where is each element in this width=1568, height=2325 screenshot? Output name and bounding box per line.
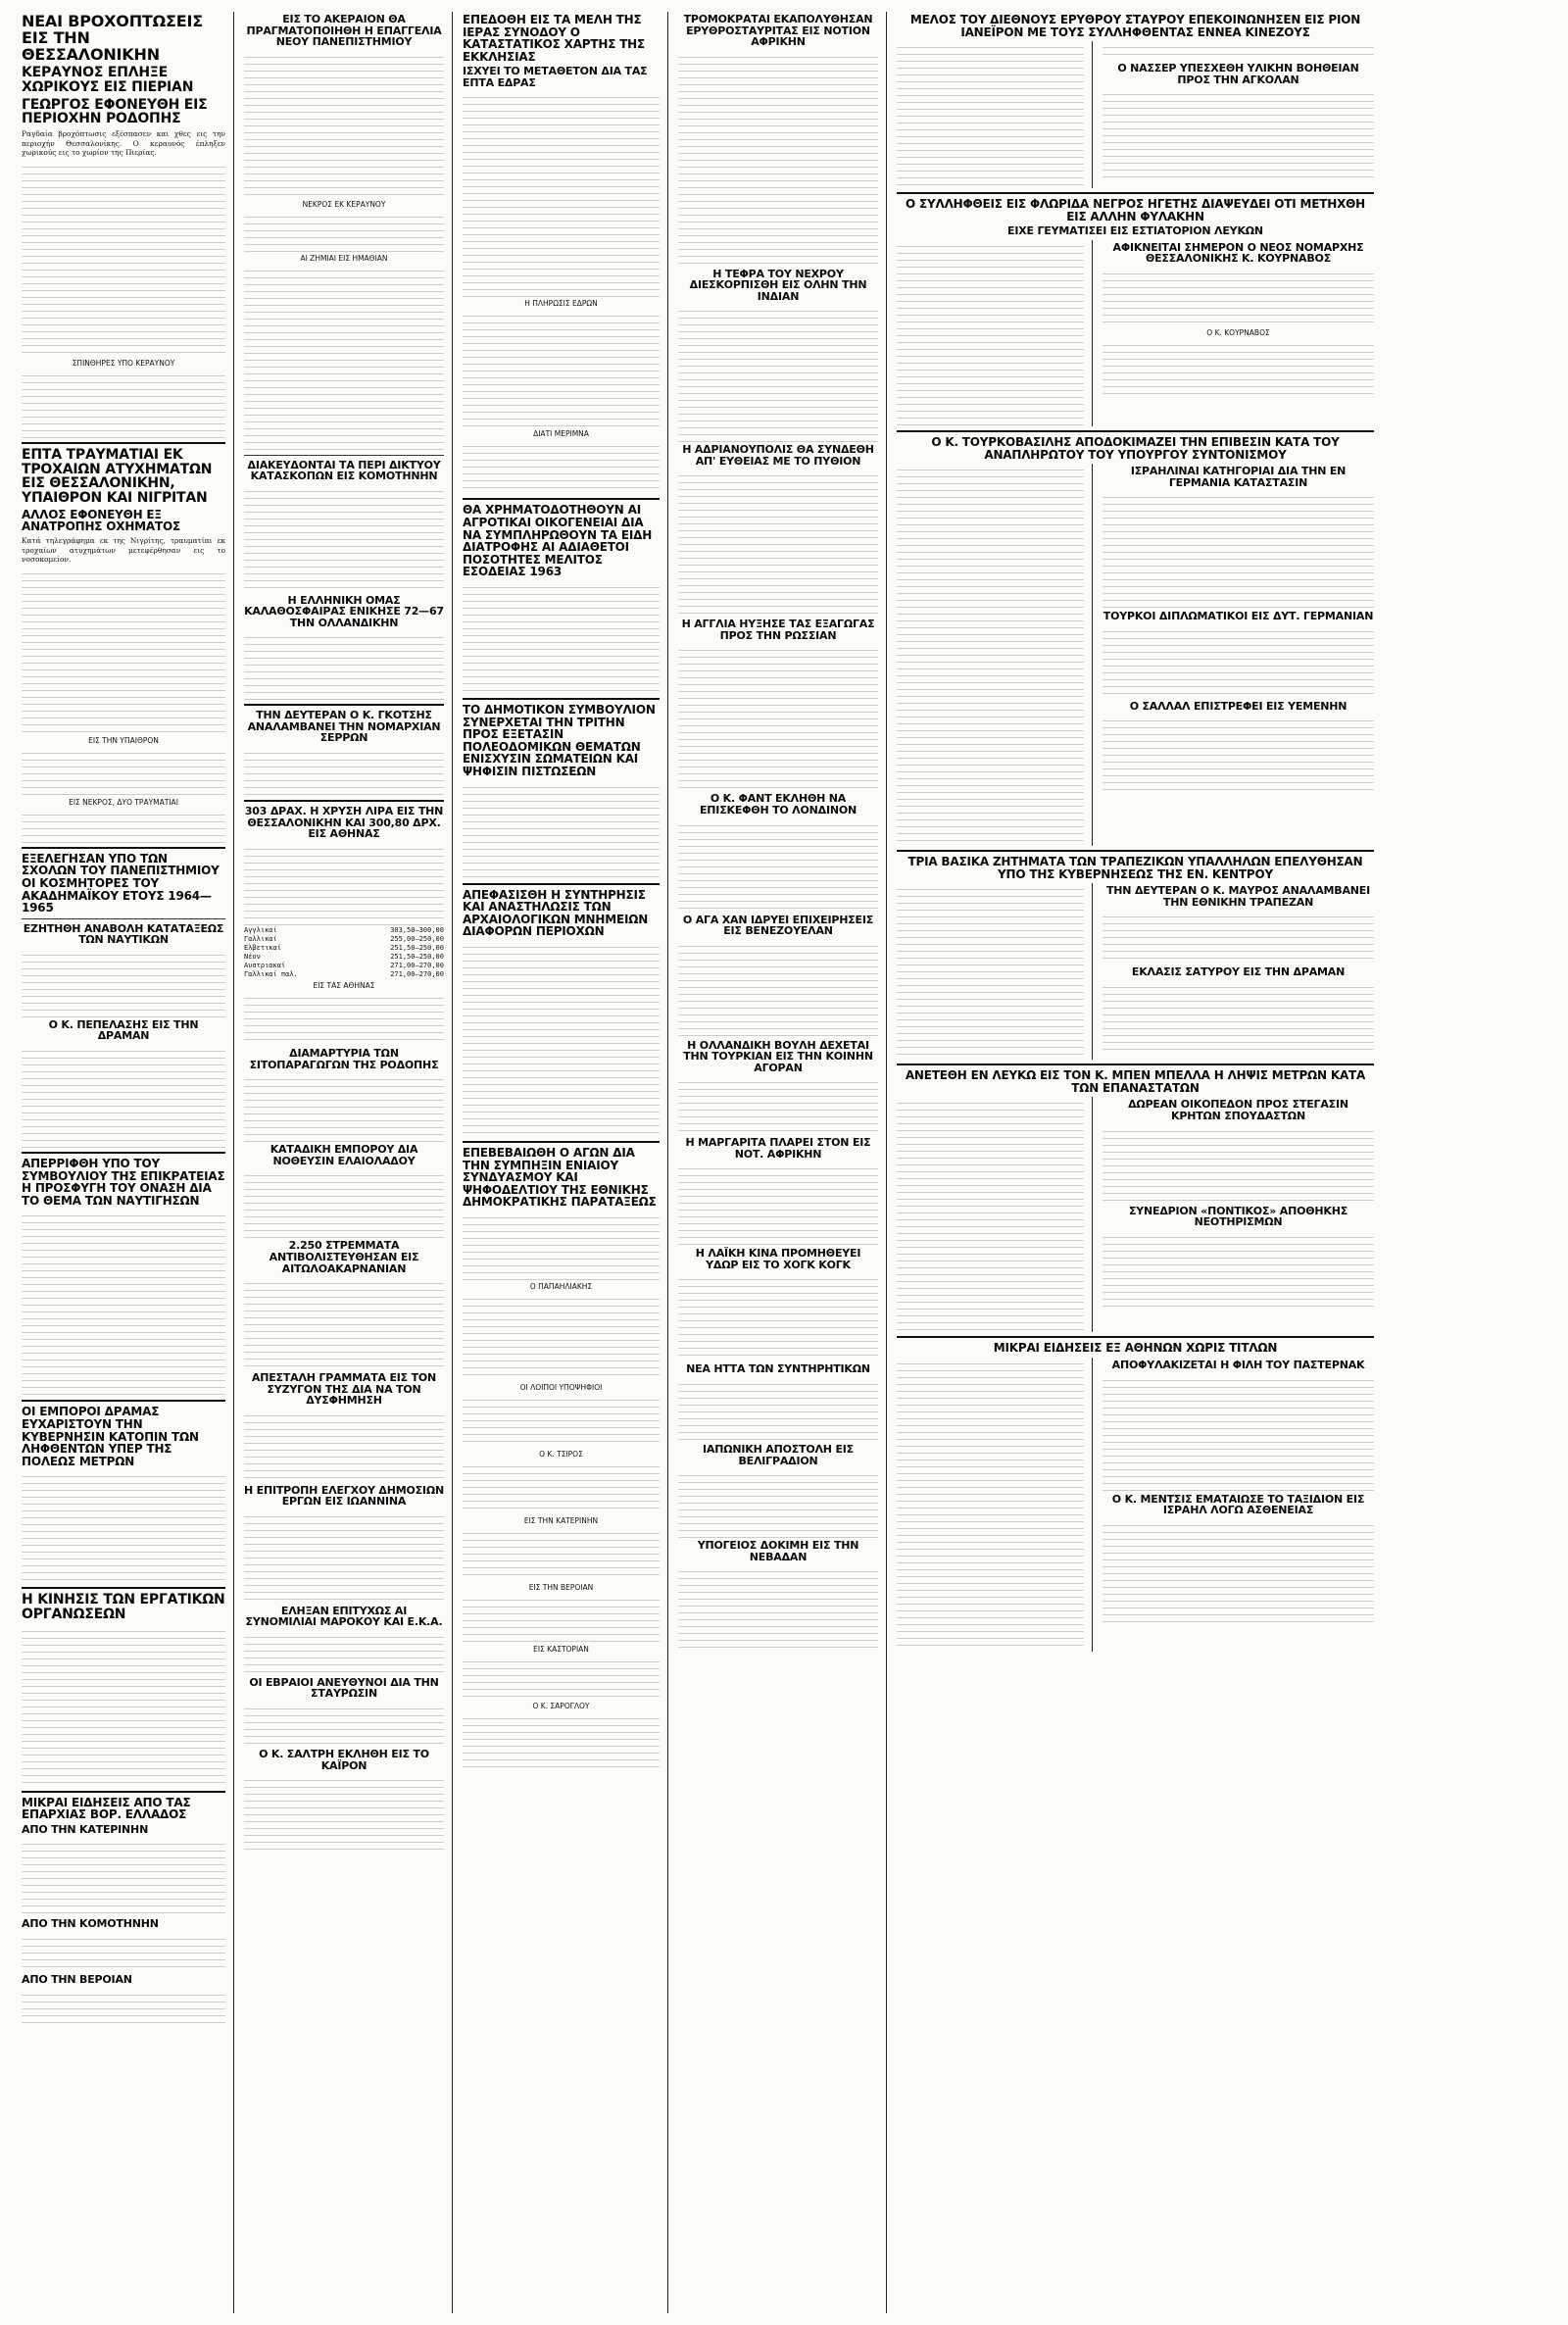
article-body: [678, 1469, 878, 1538]
headline-china-water-hongkong: Η ΛΑΪΚΗ ΚΙΝΑ ΠΡΟΜΗΘΕΥΕΙ ΥΔΩΡ ΕΙΣ ΤΟ ΧΟΓΚ ΚΟΓΚ: [695, 1247, 861, 1271]
headline-farmer-killed-rodopi: ΓΕΩΡΓΟΣ ΕΦΟΝΕΥΘΗ ΕΙΣ ΠΕΡΙΟΧΗΝ ΡΟΔΟΠΗΣ: [22, 96, 208, 127]
headline-dutch-parliament-turkey: Η ΟΛΛΑΝΔΙΚΗ ΒΟΥΛΗ ΔΕΧΕΤΑΙ ΤΗΝ ΤΟΥΡΚΙΑΝ ΕΙΣ ΤΗΝ ΚΟΙΝΗΝ ΑΓΟΡΑΝ: [683, 1038, 873, 1074]
article-body: [463, 1594, 660, 1643]
subhead: ΕΙΣ ΝΕΚΡΟΣ, ΔΥΟ ΤΡΑΥΜΑΤΙΑΙ: [69, 797, 178, 807]
headline-new-university: ΕΙΣ ΤΟ ΑΚΕΡΑΙΟΝ ΘΑ ΠΡΑΓΜΑΤΟΠΟΙΗΘΗ Η ΕΠΑΓΓΕΛΙΑ ΝΕΟΥ ΠΑΝΕΠΙΣΤΗΜΙΟΥ: [246, 13, 442, 49]
divider: [22, 847, 225, 849]
article-body: [678, 1162, 878, 1246]
article-body: [678, 305, 878, 442]
subhead: Ο Κ. ΣΑΡΟΓΛΟΥ: [532, 1701, 590, 1710]
article-body: [244, 1703, 444, 1747]
article-body: [22, 949, 225, 1017]
headline-aga-khan-venezuela: Ο ΑΓΑ ΧΑΝ ΙΔΡΥΕΙ ΕΠΙΧΕΙΡΗΣΕΙΣ ΕΙΣ ΒΕΝΕΖΟΥΕΛΑΝ: [682, 913, 874, 938]
headline-white-restaurant: ΕΙΧΕ ΓΕΥΜΑΤΙΣΕΙ ΕΙΣ ΕΣΤΙΑΤΟΡΙΟΝ ΛΕΥΚΩΝ: [1007, 224, 1263, 238]
headline-sailors-deferral: ΕΖΗΤΗΘΗ ΑΝΑΒΟΛΗ ΚΑΤΑΤΑΞΕΩΣ ΤΩΝ ΝΑΥΤΙΚΩΝ: [23, 921, 224, 947]
headline-jews-crucifixion: ΟΙ ΕΒΡΑΙΟΙ ΑΝΕΥΘΥΝΟΙ ΔΙΑ ΤΗΝ ΣΤΑΥΡΩΣΙΝ: [249, 1675, 439, 1701]
article-body: [22, 1210, 225, 1396]
divider: [22, 442, 225, 444]
article-body: [1102, 88, 1374, 181]
rate-row: Ελβετικαί 251,50—250,00: [244, 943, 444, 952]
article-body: [897, 883, 1084, 1060]
sub-columns: [897, 1358, 1374, 1652]
headline-adrianople-pythion: Η ΑΔΡΙΑΝΟΥΠΟΛΙΣ ΘΑ ΣΥΝΔΕΘΗ ΑΠ' ΕΥΘΕΙΑΣ ΜΕ ΤΟ ΠΥΘΙΟΝ: [682, 443, 874, 468]
article-body: [1102, 715, 1374, 793]
sub-columns: [897, 240, 1374, 426]
column-6: [1102, 41, 1374, 188]
divider: [463, 498, 660, 500]
subhead: Ο ΠΑΠΑΗΛΙΑΚΗΣ: [529, 1281, 593, 1291]
subhead-veroia: ΑΠΟ ΤΗΝ ΒΕΡΟΙΑΝ: [22, 1972, 132, 1986]
column-6: [1102, 883, 1374, 1060]
article-body: [244, 485, 444, 593]
article-body: [897, 1358, 1084, 1652]
subhead: ΕΙΣ ΚΑΣΤΟΡΙΑΝ: [533, 1644, 589, 1654]
article-body: [22, 809, 225, 843]
headline-mavros-national-bank: ΤΗΝ ΔΕΥΤΕΡΑΝ Ο Κ. ΜΑΥΡΟΣ ΑΝΑΛΑΜΒΑΝΕΙ ΤΗΝ ΕΘΝΙΚΗΝ ΤΡΑΠΕΖΑΝ: [1106, 884, 1370, 909]
headline-nasser-angola: Ο ΝΑΣΣΕΡ ΥΠΕΣΧΕΘΗ ΥΛΙΚΗΝ ΒΟΗΘΕΙΑΝ ΠΡΟΣ ΤΗΝ ΑΓΚΟΛΑΝ: [1117, 62, 1359, 86]
headline-margarita-south-africa: Η ΜΑΡΓΑΡΙΤΑ ΠΛΑΡΕΙ ΣΤΟΝ ΕΙΣ ΝΟΤ. ΑΦΡΙΚΗΝ: [685, 1136, 871, 1161]
column-3: [463, 12, 668, 2313]
article-body: [244, 1410, 444, 1483]
headline-university-deans: ΕΞΕΛΕΓΗΣΑΝ ΥΠΟ ΤΩΝ ΣΧΟΛΩΝ ΤΟΥ ΠΑΝΕΠΙΣΤΗΜΙΟΥ ΟΙ ΚΟΣΜΗΤΟΡΕΣ ΤΟΥ ΑΚΑΔΗΜΑΪΚΟΥ ΕΤΟΥΣ 1964—1965: [22, 851, 220, 915]
divider: [463, 698, 660, 700]
headline-northern-greece-news: ΜΙΚΡΑΙ ΕΙΔΗΣΕΙΣ ΑΠΟ ΤΑΣ ΕΠΑΡΧΙΑΣ ΒΟΡ. ΕΛΛΑΔΟΣ: [22, 1795, 191, 1822]
subhead: Η ΠΛΗΡΩΣΙΣ ΕΔΡΩΝ: [524, 299, 598, 309]
headline-england-exports-russia: Η ΑΓΓΛΙΑ ΗΥΞΗΣΕ ΤΑΣ ΕΞΑΓΩΓΑΣ ΠΡΟΣ ΤΗΝ ΡΩΣΣΙΑΝ: [681, 618, 875, 642]
headline-basketball: Η ΕΛΛΗΝΙΚΗ ΟΜΑΣ ΚΑΛΑΘΟΣΦΑΙΡΑΣ ΕΝΙΚΗΣΕ 72—67 ΤΗΝ ΟΛΛΑΝΔΙΚΗΝ: [244, 593, 444, 629]
headline-acres-aitoloakarnania: 2.250 ΣΤΡΕΜΜΑΤΑ ΑΝΤΙΒΟΛΙΣΤΕΥΘΗΣΑΝ ΕΙΣ ΑΙΤΩΛΟΑΚΑΡΝΑΝΙΑΝ: [269, 1239, 419, 1275]
article-body: [244, 265, 444, 451]
headline-japanese-mission-belgrade: ΙΑΠΩΝΙΚΗ ΑΠΟΣΤΟΛΗ ΕΙΣ ΒΕΛΙΓΡΑΔΙΟΝ: [703, 1443, 854, 1467]
headline-nevada-test: ΥΠΟΓΕΙΟΣ ΔΟΚΙΜΗ ΕΙΣ ΤΗΝ ΝΕΒΑΔΑΝ: [697, 1539, 859, 1563]
article-body: [244, 1073, 444, 1142]
article-body: [897, 41, 1084, 188]
article-body: [678, 644, 878, 791]
article-body: [22, 747, 225, 796]
divider: [244, 800, 444, 802]
article-body: [463, 1212, 660, 1280]
headline-letters-spouse: ΑΠΕΣΤΑΛΗ ΓΡΑΜΜΑΤΑ ΕΙΣ ΤΟΝ ΣΥΖΥΓΟΝ ΤΗΣ ΔΙΑ ΝΑ ΤΟΝ ΔΥΣΦΗΜΗΣΗ: [251, 1371, 437, 1408]
headline-pasternak-friend: ΑΠΟΦΥΛΑΚΙΖΕΤΑΙ Η ΦΙΛΗ ΤΟΥ ΠΑΣΤΕΡΝΑΚ: [1111, 1359, 1365, 1372]
headline-public-works-ioannina: Η ΕΠΙΤΡΟΠΗ ΕΛΕΓΧΟΥ ΔΗΜΟΣΙΩΝ ΕΡΓΩΝ ΕΙΣ ΙΩΑΝΝΙΝΑ: [244, 1483, 444, 1509]
column-6: [1102, 240, 1374, 426]
divider: [463, 883, 660, 885]
divider: [22, 1400, 225, 1402]
sub-columns: [897, 464, 1374, 846]
headline-bank-employees: ΤΡΙΑ ΒΑΣΙΚΑ ΖΗΤΗΜΑΤΑ ΤΩΝ ΤΡΑΠΕΖΙΚΩΝ ΥΠΑΛΛΗΛΩΝ ΕΠΕΛΥΘΗΣΑΝ ΥΠΟ ΤΗΣ ΚΥΒΕΡΝΗΣΕΩΣ ΤΗΣ ΕΝ. ΚΕΝΤΡΟΥ: [907, 855, 1363, 881]
article-body: [244, 992, 444, 1046]
article-body: [678, 1273, 878, 1361]
article-body: [244, 1169, 444, 1238]
headline-rain-thessaloniki: ΝΕΑΙ ΒΡΟΧΟΠΤΩΣΕΙΣ ΕΙΣ ΤΗΝ ΘΕΣΣΑΛΟΝΙΚΗΝ: [22, 12, 203, 64]
article-body: [22, 1838, 225, 1916]
column-5: [897, 883, 1093, 1060]
sub-columns: [897, 41, 1374, 188]
sub-columns: [897, 1097, 1374, 1332]
article-body: [678, 1565, 878, 1654]
headline-fant-london: Ο Κ. ΦΑΝΤ ΕΚΛΗΘΗ ΝΑ ΕΠΙΣΚΕΦΘΗ ΤΟ ΛΟΝΔΙΝΟΝ: [699, 792, 858, 817]
headline-lightning-pieria: ΚΕΡΑΥΝΟΣ ΕΠΛΗΞΕ ΧΩΡΙΚΟΥΣ ΕΙΣ ΠΙΕΡΙΑΝ: [22, 65, 194, 96]
rate-row: Γαλλικαί παλ. 271,00—270,00: [244, 970, 444, 979]
article-body: [463, 1394, 660, 1448]
article-body: [897, 464, 1084, 846]
headline-spy-network: ΔΙΑΚΕΥΔΟΝΤΑΙ ΤΑ ΠΕΡΙ ΔΙΚΤΥΟΥ ΚΑΤΑΣΚΟΠΩΝ ΕΙΣ ΚΟΜΟΤΗΝΗΝ: [247, 458, 441, 483]
article-text: Κατά τηλεγράφημα εκ της Νιγρίτης, τραυματίαι εκ τροχαίων ατυχημάτων μετεφέρθησαν εις το νοσοκομείον.: [22, 535, 225, 565]
article-body: [22, 1625, 225, 1787]
article-body: [1102, 1125, 1374, 1204]
subhead: ΣΠΙΝΘΗΡΕΣ ΥΠΟ ΚΕΡΑΥΝΟΥ: [72, 359, 175, 369]
article-body: [463, 581, 660, 694]
headline-pepelasis-drama: Ο Κ. ΠΕΠΕΛΑΣΗΣ ΕΙΣ ΤΗΝ ΔΡΑΜΑΝ: [48, 1017, 199, 1043]
article-body: [678, 470, 878, 617]
divider: [22, 1152, 225, 1154]
subhead: ΔΙΑΤΙ ΜΕΡΙΜΝΑ: [533, 429, 589, 439]
divider: [22, 1587, 225, 1589]
article-body: [1102, 1231, 1374, 1310]
headline-labor-organizations: Η ΚΙΝΗΣΙΣ ΤΩΝ ΕΡΓΑΤΙΚΩΝ ΟΡΓΑΝΩΣΕΩΝ: [22, 1592, 225, 1623]
article-body: [463, 1527, 660, 1581]
article-body: [244, 631, 444, 700]
article-body: [678, 1076, 878, 1135]
column-4: [678, 12, 887, 2313]
headline-morocco-talks: ΕΛΗΞΑΝ ΕΠΙΤΥΧΩΣ ΑΙ ΣΥΝΟΜΙΛΙΑΙ ΜΑΡΟΚΟΥ ΚΑΙ Ε.Κ.Α.: [245, 1604, 443, 1629]
article-body: [244, 1774, 444, 1853]
divider: [897, 1064, 1374, 1065]
article-body: [244, 1631, 444, 1675]
headline-municipal-council: ΤΟ ΔΗΜΟΤΙΚΟΝ ΣΥΜΒΟΥΛΙΟΝ ΣΥΝΕΡΧΕΤΑΙ ΤΗΝ ΤΡΙΤΗΝ ΠΡΟΣ ΕΞΕΤΑΣΙΝ ΠΟΛΕΟΔΟΜΙΚΩΝ ΘΕΜΑΤΩΝ ΕΝΙΣΧΥΣΙΝ ΣΩΜΑΤΕΙΩΝ ΚΑΙ ΨΗΦΙΣΙΝ ΠΙΣΤΩΣΕΩΝ: [463, 703, 656, 778]
article-body: [22, 1989, 225, 2028]
article-body: [244, 1510, 444, 1604]
column-6: [1102, 464, 1374, 846]
article-body: [1102, 491, 1374, 609]
headline-saltri-cairo: Ο Κ. ΣΑΛΤΡΗ ΕΚΛΗΘΗ ΕΙΣ ΤΟ ΚΑΪΡΟΝ: [259, 1747, 429, 1772]
divider: [897, 1336, 1374, 1338]
headline-cretan-students: ΔΩΡΕΑΝ ΟΙΚΟΠΕΔΟΝ ΠΡΟΣ ΣΤΕΓΑΣΙΝ ΚΡΗΤΩΝ ΣΠΟΥΔΑΣΤΩΝ: [1128, 1098, 1348, 1123]
headline-gold-sovereign: 303 ΔΡΑΧ. Η ΧΡΥΣΗ ΛΙΡΑ ΕΙΣ ΤΗΝ ΘΕΣΣΑΛΟΝΙΚΗΝ ΚΑΙ 300,80 ΔΡΧ. ΕΙΣ ΑΘΗΝΑΣ: [244, 805, 444, 841]
headline-menzies-israel: Ο Κ. ΜΕΝΤΣΙΣ ΕΜΑΤΑΙΩΣΕ ΤΟ ΤΑΞΙΔΙΟΝ ΕΙΣ ΙΣΡΑΗΛ ΛΟΓΩ ΑΣΘΕΝΕΙΑΣ: [1111, 1492, 1365, 1517]
headline-olive-oil: ΚΑΤΑΔΙΚΗ ΕΜΠΟΡΟΥ ΔΙΑ ΝΟΘΕΥΣΙΝ ΕΛΑΙΟΛΑΔΟΥ: [270, 1143, 418, 1167]
article-body: [1102, 911, 1374, 965]
headline-athens-short-news: ΜΙΚΡΑΙ ΕΙΔΗΣΕΙΣ ΕΞ ΑΘΗΝΩΝ ΧΩΡΙΣ ΤΙΤΛΩΝ: [993, 1341, 1278, 1356]
rate-row: Γαλλικαί 255,00—250,00: [244, 934, 444, 943]
headline-new-prefect: ΑΦΙΚΝΕΙΤΑΙ ΣΗΜΕΡΟΝ Ο ΝΕΟΣ ΝΟΜΑΡΧΗΣ ΘΕΣΣΑΛΟΝΙΚΗΣ Κ. ΚΟΥΡΝΑΒΟΣ: [1112, 240, 1364, 266]
rate-row: Νέον 251,50—250,00: [244, 952, 444, 961]
column-1: [22, 12, 234, 2313]
article-body: [244, 51, 444, 198]
headline-satyr-drama: ΕΚΛΑΣΙΣ ΣΑΤΥΡΟΥ ΕΙΣ ΤΗΝ ΔΡΑΜΑΝ: [1131, 965, 1346, 979]
column-5: [897, 1097, 1093, 1332]
column-2: [244, 12, 453, 2313]
rate-row: Αυστριακαί 271,00—270,00: [244, 962, 444, 970]
subhead-komotini: ΑΠΟ ΤΗΝ ΚΟΜΟΤΗΝΗΝ: [22, 1917, 159, 1931]
gold-rates-table: [244, 926, 444, 980]
subhead: ΕΙΣ ΤΗΝ ΚΑΤΕΡΙΝΗΝ: [523, 1515, 599, 1525]
divider: [22, 918, 225, 919]
article-body: [463, 91, 660, 297]
article-body: [244, 1277, 444, 1370]
article-body: [1102, 268, 1374, 326]
subhead: Ο Κ. ΚΟΥΡΝΑΒΟΣ: [1206, 328, 1270, 338]
sub-columns: [897, 883, 1374, 1060]
headline-traffic-accidents: ΕΠΤΑ ΤΡΑΥΜΑΤΙΑΙ ΕΚ ΤΡΟΧΑΙΩΝ ΑΤΥΧΗΜΑΤΩΝ ΕΙΣ ΘΕΣΣΑΛΟΝΙΚΗΝ, ΥΠΑΙΘΡΟΝ ΚΑΙ ΝΙΓΡΙΤΑΝ: [22, 447, 213, 507]
article-body: [22, 568, 225, 734]
article-body: [678, 819, 878, 913]
article-body: [22, 1470, 225, 1583]
headline-gotsis-serres: ΤΗΝ ΔΕΥΤΕΡΑΝ Ο Κ. ΓΚΟΤΣΗΣ ΑΝΑΛΑΜΒΑΝΕΙ ΤΗΝ ΝΟΜΑΡΧΙΑΝ ΣΕΡΡΩΝ: [247, 709, 441, 745]
article-body: [1102, 1374, 1374, 1492]
headline-drama-merchants: ΟΙ ΕΜΠΟΡΟΙ ΔΡΑΜΑΣ ΕΥΧΑΡΙΣΤΟΥΝ ΤΗΝ ΚΥΒΕΡΝΗΣΙΝ ΚΑΤΟΠΙΝ ΤΩΝ ΛΗΦΘΕΝΤΩΝ ΥΠΕΡ ΤΗΣ ΠΟΛΕΩΣ ΜΕΤΡΩΝ: [22, 1405, 199, 1468]
headline-terrorists-red-cross: ΤΡΟΜΟΚΡΑΤΑΙ ΕΚΑΠΟΛΥΘΗΣΑΝ ΕΡΥΘΡΟΣΤΑΥΡΙΤΑΣ ΕΙΣ ΝΟΤΙΟΝ ΑΦΡΙΚΗΝ: [683, 13, 873, 49]
column-5: [897, 41, 1093, 188]
article-body: [22, 161, 225, 357]
article-body: [463, 440, 660, 494]
column-5: [897, 1358, 1093, 1652]
article-body: [22, 370, 225, 438]
article-body: [463, 1460, 660, 1514]
article-body: [463, 1712, 660, 1771]
subhead: Ο Κ. ΤΣΙΡΟΣ: [539, 1449, 583, 1459]
headline-pontic-congress: ΣΥΝΕΔΡΙΟΝ «ΠΟΝΤΙΚΟΣ» ΑΠΟΘΗΚΗΣ ΝΕΟΤΗΡΙΣΜΩΝ: [1128, 1204, 1348, 1229]
rate-row: Αγγλικαί 303,50—300,00: [244, 925, 444, 934]
article-body: [897, 240, 1084, 426]
headline-florida-negro-leader: Ο ΣΥΛΛΗΦΘΕΙΣ ΕΙΣ ΦΛΩΡΙΔΑ ΝΕΓΡΟΣ ΗΓΕΤΗΣ ΔΙΑΨΕΥΔΕΙ ΟΤΙ ΜΕΤΗΧΘΗ ΕΙΣ ΑΛΛΗΝ ΦΥΛΑΚΗΝ: [906, 197, 1365, 223]
divider: [244, 704, 444, 706]
divider: [22, 1791, 225, 1793]
headline-conservatives-defeat: ΝΕΑ ΗΤΤΑ ΤΩΝ ΣΥΝΤΗΡΗΤΙΚΩΝ: [686, 1362, 870, 1376]
divider: [897, 850, 1374, 852]
headline-onassis-appeal: ΑΠΕΡΡΙΦΘΗ ΥΠΟ ΤΟΥ ΣΥΜΒΟΥΛΙΟΥ ΤΗΣ ΕΠΙΚΡΑΤΕΙΑΣ Η ΠΡΟΣΦΥΓΗ ΤΟΥ ΟΝΑΣΗ ΔΙΑ ΤΟ ΘΕΜΑ ΤΩΝ ΝΑΥΤΙΓΗΣΩΝ: [22, 1156, 225, 1208]
headline-tourkovasilis: Ο Κ. ΤΟΥΡΚΟΒΑΣΙΛΗΣ ΑΠΟΔΟΚΙΜΑΖΕΙ ΤΗΝ ΕΠΙΒΕΣΙΝ ΚΑΤΑ ΤΟΥ ΑΝΑΠΛΗΡΩΤΟΥ ΤΟΥ ΥΠΟΥΡΓΟΥ ΣΥΝΤΟΝΙΣΜΟΥ: [931, 434, 1340, 462]
divider: [897, 430, 1374, 432]
subhead: ΟΙ ΛΟΙΠΟΙ ΥΠΟΨΗΦΙΟΙ: [519, 1382, 603, 1392]
divider: [463, 1141, 660, 1143]
article-body: [678, 940, 878, 1038]
column-5: [897, 464, 1093, 846]
article-body: [463, 1293, 660, 1381]
divider: [244, 455, 444, 456]
article-body: [22, 1933, 225, 1972]
article-body: [1102, 625, 1374, 699]
article-body: [463, 310, 660, 427]
article-body: [678, 1378, 878, 1442]
headline-red-cross-chinese: ΜΕΛΟΣ ΤΟΥ ΔΙΕΘΝΟΥΣ ΕΡΥΘΡΟΥ ΣΤΑΥΡΟΥ ΕΠΕΚΟΙΝΩΝΗΣΕΝ ΕΙΣ ΡΙΟΝ ΙΑΝΕΪΡΟΝ ΜΕ ΤΟΥΣ ΣΥΛΛΗΦΘΕΝΤΑΣ ΕΝΝΕΑ ΚΙΝΕΖΟΥΣ: [909, 13, 1361, 39]
article-body: [1102, 1519, 1374, 1627]
article-body: [1102, 41, 1374, 61]
headline-ben-bella: ΑΝΕΤΕΘΗ ΕΝ ΛΕΥΚΩ ΕΙΣ ΤΟΝ Κ. ΜΠΕΝ ΜΠΕΛΛΑ Η ΛΗΨΙΣ ΜΕΤΡΩΝ ΚΑΤΑ ΤΩΝ ΕΠΑΝΑΣΤΑΤΩΝ: [905, 1068, 1366, 1095]
subhead: ΑΙ ΖΗΜΙΑΙ ΕΙΣ ΗΜΑΘΙΑΝ: [300, 253, 388, 263]
article-text: Ραγδαία βροχόπτωσις εξέσπασεν και χθες εις την περιοχήν Θεσσαλονίκης. Ο κεραυνός έπληξεν χωρικούς εις το χωρίον της Πιερίας.: [22, 129, 225, 158]
article-body: [463, 941, 660, 1137]
headline-farm-families-honey: ΘΑ ΧΡΗΜΑΤΟΔΟΤΗΘΟΥΝ ΑΙ ΑΓΡΟΤΙΚΑΙ ΟΙΚΟΓΕΝΕΙΑΙ ΔΙΑ ΝΑ ΣΥΜΠΛΗΡΩΘΟΥΝ ΤΑ ΕΙΔΗ ΔΙΑΤΡΟΦΗΣ ΑΙ ΑΔΙΑΘΕΤΟΙ ΠΟΣΟΤΗΤΕΣ ΜΕΛΙΤΟΣ ΕΣΟΔΕΙΑΣ 1963: [463, 503, 653, 579]
headline-edp-ballot: ΕΠΕΒΕΒΑΙΩΘΗ Ο ΑΓΩΝ ΔΙΑ ΤΗΝ ΣΥΜΠΗΞΙΝ ΕΝΙΑΙΟΥ ΣΥΝΔΥΑΣΜΟΥ ΚΑΙ ΨΗΦΟΔΕΛΤΙΟΥ ΤΗΣ ΕΘΝΙΚΗΣ ΔΗΜΟΚΡΑΤΙΚΗΣ ΠΑΡΑΤΑΞΕΩΣ: [463, 1145, 657, 1210]
article-body: [463, 1656, 660, 1700]
divider: [897, 192, 1374, 194]
headline-nehru-ashes: Η ΤΕΦΡΑ ΤΟΥ ΝΕΧΡΟΥ ΔΙΕΣΚΟΡΠΙΣΘΗ ΕΙΣ ΟΛΗΝ ΤΗΝ ΙΝΔΙΑΝ: [689, 267, 867, 303]
article-body: [678, 51, 878, 267]
subhead: ΕΙΣ ΤΗΝ ΒΕΡΟΙΑΝ: [528, 1582, 594, 1592]
article-body: [1102, 981, 1374, 1055]
headline-turkish-diplomats: ΤΟΥΡΚΟΙ ΔΙΠΛΩΜΑΤΙΚΟΙ ΕΙΣ ΔΥΤ. ΓΕΡΜΑΝΙΑΝ: [1102, 610, 1374, 623]
headline-archaeological-monuments: ΑΠΕΦΑΣΙΣΘΗ Η ΣΥΝΤΗΡΗΣΙΣ ΚΑΙ ΑΝΑΣΤΗΛΩΣΙΣ ΤΩΝ ΑΡΧΑΙΟΛΟΓΙΚΩΝ ΜΝΗΜΕΙΩΝ ΔΙΑΦΟΡΩΝ ΠΕΡΙΟΧΩΝ: [463, 887, 649, 939]
article-body: [463, 781, 660, 879]
headline-israeli-germany: ΙΣΡΑΗΛΙΝΑΙ ΚΑΤΗΓΟΡΙΑΙ ΔΙΑ ΤΗΝ ΕΝ ΓΕΡΜΑΝΙΑ ΚΑΤΑΣΤΑΣΙΝ: [1130, 465, 1347, 489]
headline-wheat-producers: ΔΙΑΜΑΡΤΥΡΙΑ ΤΩΝ ΣΙΤΟΠΑΡΑΓΩΓΩΝ ΤΗΣ ΡΟΔΟΠΗΣ: [249, 1047, 439, 1071]
article-body: [897, 1097, 1084, 1332]
headline-vehicle-overturn: ΑΛΛΟΣ ΕΦΟΝΕΥΘΗ ΕΞ ΑΝΑΤΡΟΠΗΣ ΟΧΗΜΑΤΟΣ: [22, 507, 180, 534]
subhead: ΝΕΚΡΟΣ ΕΚ ΚΕΡΑΥΝΟΥ: [302, 199, 386, 209]
article-body: [244, 843, 444, 926]
column-6: [1102, 1358, 1374, 1652]
column-5-6: [897, 12, 1382, 2313]
headline-sallal-yemen: Ο ΣΑΛΛΑΛ ΕΠΙΣΤΡΕΦΕΙ ΕΙΣ ΥΕΜΕΝΗΝ: [1129, 699, 1348, 713]
article-body: [22, 1045, 225, 1148]
article-body: [244, 747, 444, 796]
headline-seven-sees: ΙΣΧΥΕΙ ΤΟ ΜΕΤΑΘΕΤΟΝ ΔΙΑ ΤΑΣ ΕΠΤΑ ΕΔΡΑΣ: [463, 65, 648, 89]
article-body: [244, 211, 444, 252]
subhead: ΕΙΣ ΤΗΝ ΥΠΑΙΘΡΟΝ: [88, 735, 159, 745]
subhead: ΕΙΣ ΤΑΣ ΑΘΗΝΑΣ: [313, 981, 375, 991]
article-body: [1102, 339, 1374, 398]
subhead-katerini: ΑΠΟ ΤΗΝ ΚΑΤΕΡΙΝΗΝ: [22, 1822, 149, 1836]
column-5: [897, 240, 1093, 426]
headline-holy-synod-charter: ΕΠΕΔΟΘΗ ΕΙΣ ΤΑ ΜΕΛΗ ΤΗΣ ΙΕΡΑΣ ΣΥΝΟΔΟΥ Ο ΚΑΤΑΣΤΑΤΙΚΟΣ ΧΑΡΤΗΣ ΤΗΣ ΕΚΚΛΗΣΙΑΣ: [463, 13, 646, 64]
column-6: [1102, 1097, 1374, 1332]
